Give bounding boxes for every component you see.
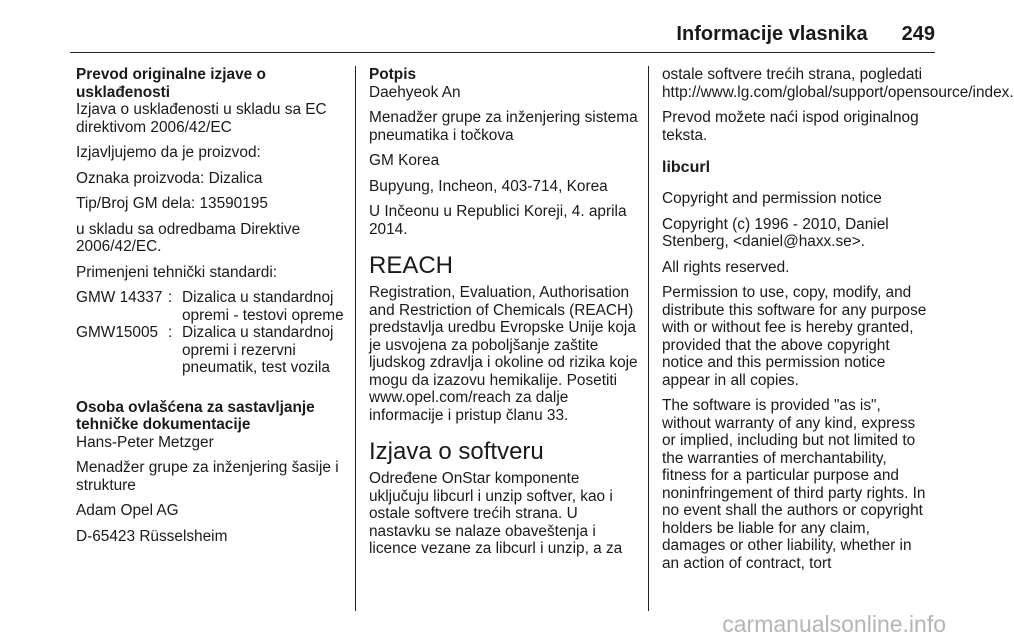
- paragraph: GM Korea: [369, 152, 440, 169]
- paragraph: Copyright (c) 1996 - 2010, Daniel Stenberg, <daniel@haxx.se>.: [662, 215, 889, 250]
- standard-separator: :: [168, 324, 173, 341]
- paragraph: Oznaka proizvoda: Dizalica: [76, 169, 263, 187]
- section-heading: Osoba ovlašćena za sastavljanje tehničke dokumentacije: [76, 398, 315, 433]
- standard-description: Dizalica u standardnoj opremi i rezervni pneumatik, test vozila: [182, 324, 334, 376]
- paragraph: Permission to use, copy, modify, and distribute this software for any purpose with or without fee is hereby granted, provided that the above copyright notice and this permission notice appear in all copies.: [662, 284, 927, 389]
- paragraph: Registration, Evaluation, Authorisation and Restriction of Chemicals (REACH) predstavlja uredbu Evropske Unije koja je usvojena za poboljšanje zaštite ljudskog zdravlja i okoline od rizika koje mogu da izazovu hemikalije. Posetiti www.opel.com/reach za dalje informacije i pristup članu 33.: [369, 284, 638, 424]
- watermark: carmanualsonline.info: [722, 611, 946, 637]
- paragraph: Primenjeni tehnički standardi:: [76, 263, 278, 281]
- paragraph: Hans-Peter Metzger: [76, 433, 214, 451]
- standard-code: GMW15005: [76, 324, 159, 341]
- standard-code: GMW 14337: [76, 289, 163, 306]
- column-2: [369, 66, 639, 566]
- paragraph: Bupyung, Incheon, 403-714, Korea: [369, 177, 608, 195]
- paragraph: Adam Opel AG: [76, 502, 179, 519]
- paragraph: The software is provided "as is", without warranty of any kind, express or implied, including but not limited to the warranties of merchantability, fitness for a particular purpose and noninfringement of third party rights. In no event shall the authors or copyright holders be liable for any claim, damages or other liability, whether in an action of contract, tort: [662, 397, 926, 572]
- paragraph: Prevod možete naći ispod originalnog teksta.: [662, 109, 919, 144]
- paragraph: Određene OnStar komponente uključuju libcurl i unzip softver, kao i ostale softvere trećih strana. U nastavku se nalaze obaveštenja i licence vezane za libcurl i unzip, a za: [369, 470, 623, 557]
- section-heading: Prevod originalne izjave o usklađenosti: [76, 66, 266, 101]
- paragraph: Tip/Broj GM dela: 13590195: [76, 195, 268, 212]
- paragraph: Izjava o usklađenosti u skladu sa EC direktivom 2006/42/EC: [76, 101, 327, 136]
- section-heading: Potpis: [369, 66, 417, 83]
- page-number: 249: [901, 23, 935, 45]
- header-divider: [70, 52, 935, 53]
- paragraph: All rights reserved.: [662, 258, 790, 276]
- page-header: [0, 22, 935, 46]
- standards-table: [76, 289, 346, 377]
- column-divider-2: [648, 66, 649, 611]
- paragraph: U Inčeonu u Republici Koreji, 4. aprila 2014.: [369, 203, 627, 238]
- paragraph: Copyright and permission notice: [662, 190, 882, 207]
- column-1: [76, 66, 346, 553]
- paragraph: Izjavljujemo da je proizvod:: [76, 144, 261, 161]
- reach-heading: REACH: [369, 252, 454, 279]
- standard-description: Dizalica u standardnoj opremi - testovi opreme: [182, 289, 344, 324]
- page-title: Informacije vlasnika: [676, 23, 868, 45]
- paragraph: u skladu sa odredbama Direktive 2006/42/EC.: [76, 220, 301, 255]
- paragraph: Menadžer grupe za inženjering sistema pneumatika i točkova: [369, 109, 638, 144]
- software-heading: Izjava o softveru: [369, 438, 544, 465]
- paragraph: ostale softvere trećih strana, pogledati http://www.lg.com/global/support/opensource/index.: [662, 66, 1014, 101]
- paragraph: Daehyeok An: [369, 83, 461, 101]
- column-3: [662, 66, 1014, 580]
- standard-separator: :: [168, 289, 173, 306]
- libcurl-heading: libcurl: [662, 159, 711, 176]
- paragraph: D-65423 Rüsselsheim: [76, 527, 228, 545]
- paragraph: Menadžer grupe za inženjering šasije i strukture: [76, 459, 339, 494]
- column-divider-1: [355, 66, 356, 611]
